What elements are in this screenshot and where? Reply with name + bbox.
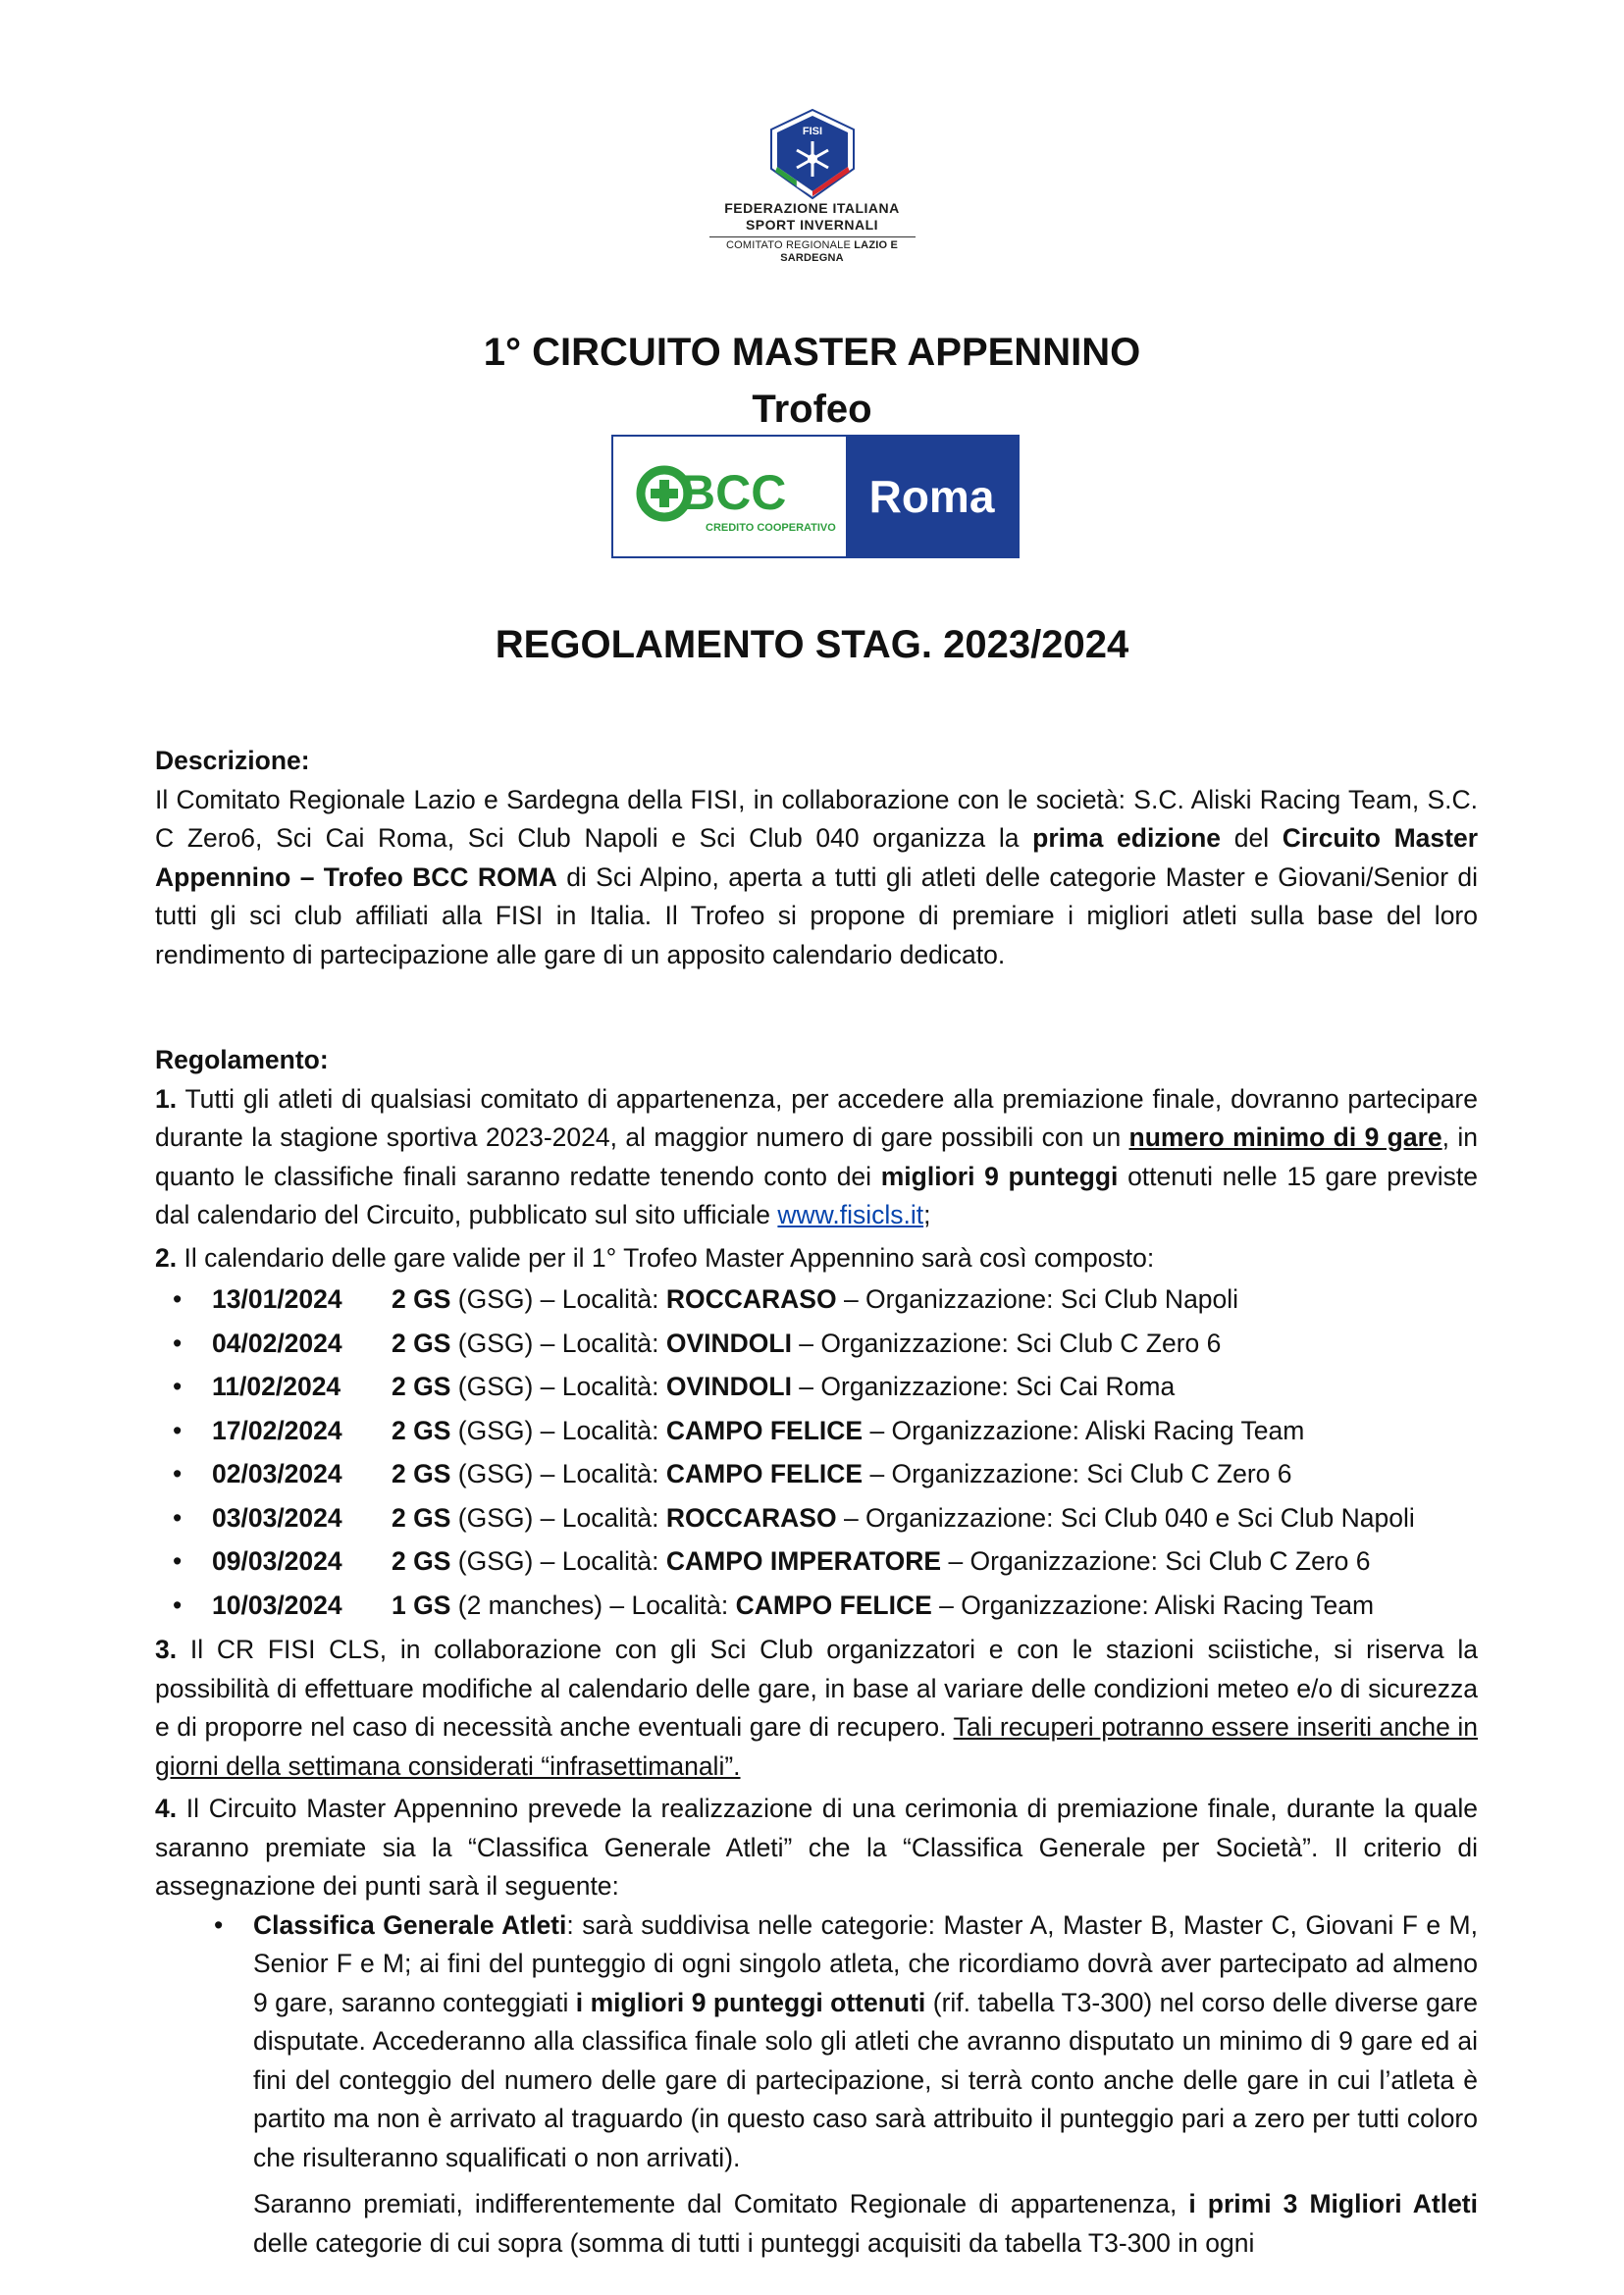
svg-text:CREDITO COOPERATIVO: CREDITO COOPERATIVO <box>706 522 836 534</box>
descrizione-section <box>155 742 1478 974</box>
rule-4: 4. Il Circuito Master Appennino prevede la realizzazione di una cerimonia di premiazione finale, durante la quale saranno premiate sia la “Classifica Generale Atleti” che la “Classifica Generale per Società”. Il criterio di assegnazione dei punti sarà il seguente: <box>155 1794 1478 1901</box>
regolamento-title: REGOLAMENTO STAG. 2023/2024 <box>495 623 1129 666</box>
fisicls-link[interactable]: www.fisicls.it <box>777 1200 924 1229</box>
fisi-logo-line2: SPORT INVERNALI <box>745 217 879 233</box>
document-title: 1° CIRCUITO MASTER APPENNINO <box>483 331 1141 374</box>
premiati-paragraph: Saranno premiati, indifferentemente dal Comitato Regionale di appartenenza, i primi 3 Migliori Atleti delle categorie di cui sopra (somma di tutti i punteggi acquisiti da tabella T3-300 in ogni <box>253 2189 1478 2258</box>
bcc-emblem-icon <box>613 437 846 556</box>
rule-1: 1. Tutti gli atleti di qualsiasi comitato di appartenenza, per accedere alla premiazione finale, dovranno partecipare durante la stagione sportiva 2023-2024, al maggior numero di gare possibili con un numero minimo di 9 gare, in quanto le classifiche finali saranno redatte tenendo conto dei migliori 9 punteggi ottenuti nelle 15 gare previste dal calendario del Circuito, pubblicato sul sito ufficiale www.fisicls.it; <box>155 1083 1478 1229</box>
bcc-roma-label: Roma <box>868 471 995 522</box>
calendar-item: • 04/02/2024 2 GS (GSG) – Località: OVINDOLI – Organizzazione: Sci Club C Zero 6 <box>212 1322 1478 1366</box>
regolamento-section <box>155 1041 1478 2263</box>
fisi-logo-rule <box>709 236 916 237</box>
calendar-item: • 10/03/2024 1 GS (2 manches) – Località: CAMPO FELICE – Organizzazione: Aliski Racing Team <box>212 1584 1478 1628</box>
calendar-list <box>155 1278 1478 1627</box>
svg-text:FISI: FISI <box>802 126 822 137</box>
trofeo-label: Trofeo <box>752 388 872 431</box>
descrizione-paragraph: Il Comitato Regionale Lazio e Sardegna della FISI, in collaborazione con le società: S.C. Aliski Racing Team, S.C. C Zero6, Sci Cai Roma, Sci Club Napoli e Sci Club 040 organizza la prima edizione del Circuito Master Appennino – Trofeo BCC ROMA di Sci Alpino, aperta a tutti gli atleti delle categorie Master e Giovani/Senior di tutti gli sci club affiliati alla FISI in Italia. Il Trofeo si propone di premiare i migliori atleti sulla base del loro rendimento di partecipazione alle gare di un apposito calendario dedicato. <box>155 784 1479 969</box>
rule-2: 2. Il calendario delle gare valide per il 1° Trofeo Master Appennino sarà così composto: <box>155 1242 1155 1273</box>
svg-text:BCC: BCC <box>680 465 787 520</box>
classifica-list <box>155 1906 1478 2178</box>
bcc-roma-logo <box>611 435 1020 558</box>
calendar-item: • 13/01/2024 2 GS (GSG) – Località: ROCCARASO – Organizzazione: Sci Club Napoli <box>212 1278 1478 1322</box>
calendar-item: • 02/03/2024 2 GS (GSG) – Località: CAMPO FELICE – Organizzazione: Sci Club C Zero 6 <box>212 1452 1478 1496</box>
calendar-item: • 09/03/2024 2 GS (GSG) – Località: CAMPO IMPERATORE – Organizzazione: Sci Club C Zero 6 <box>212 1539 1478 1584</box>
fisi-shield-icon <box>767 108 858 200</box>
calendar-item: • 11/02/2024 2 GS (GSG) – Località: OVINDOLI – Organizzazione: Sci Cai Roma <box>212 1365 1478 1409</box>
descrizione-heading: Descrizione: <box>155 746 310 775</box>
fisi-logo-line1: FEDERAZIONE ITALIANA <box>724 200 900 216</box>
calendar-item: • 17/02/2024 2 GS (GSG) – Località: CAMPO FELICE – Organizzazione: Aliski Racing Team <box>212 1409 1478 1453</box>
regolamento-heading: Regolamento: <box>155 1045 329 1074</box>
fisi-logo-line3: COMITATO REGIONALE LAZIO E SARDEGNA <box>725 239 899 264</box>
fisi-logo <box>702 108 922 265</box>
classifica-atleti-item: • Classifica Generale Atleti: sarà suddivisa nelle categorie: Master A, Master B, Master C, Giovani F e M, Senior F e M; ai fini del punteggio di ogni singolo atleta, che ricordiamo dovrà aver partecipato ad almeno 9 gare, saranno conteggiati i migliori 9 punteggi ottenuti (rif. tabella T3-300) nel corso delle diverse gare disputate. Accederanno alla classifica finale solo gli atleti che avranno disputato un minimo di 9 gare ed ai fini del conteggio del numero delle gare di partecipazione, si terrà conto anche delle gare in cui l’atleta è partito ma non è arrivato al traguardo (in questo caso sarà attribuito il punteggio pari a zero per tutti coloro che risulteranno squalificati o non arrivati). <box>253 1906 1478 2178</box>
calendar-item: • 03/03/2024 2 GS (GSG) – Località: ROCCARASO – Organizzazione: Sci Club 040 e Sci Club Napoli <box>212 1496 1478 1540</box>
rule-3: 3. Il CR FISI CLS, in collaborazione con gli Sci Club organizzatori e con le stazioni sciistiche, si riserva la possibilità di effettuare modifiche al calendario delle gare, in base al variare delle condizioni meteo e/o di sicurezza e di proporre nel caso di necessità anche eventuali gare di recupero. Tali recuperi potranno essere inseriti anche in giorni della settimana considerati “infrasettimanali”. <box>155 1635 1478 1781</box>
